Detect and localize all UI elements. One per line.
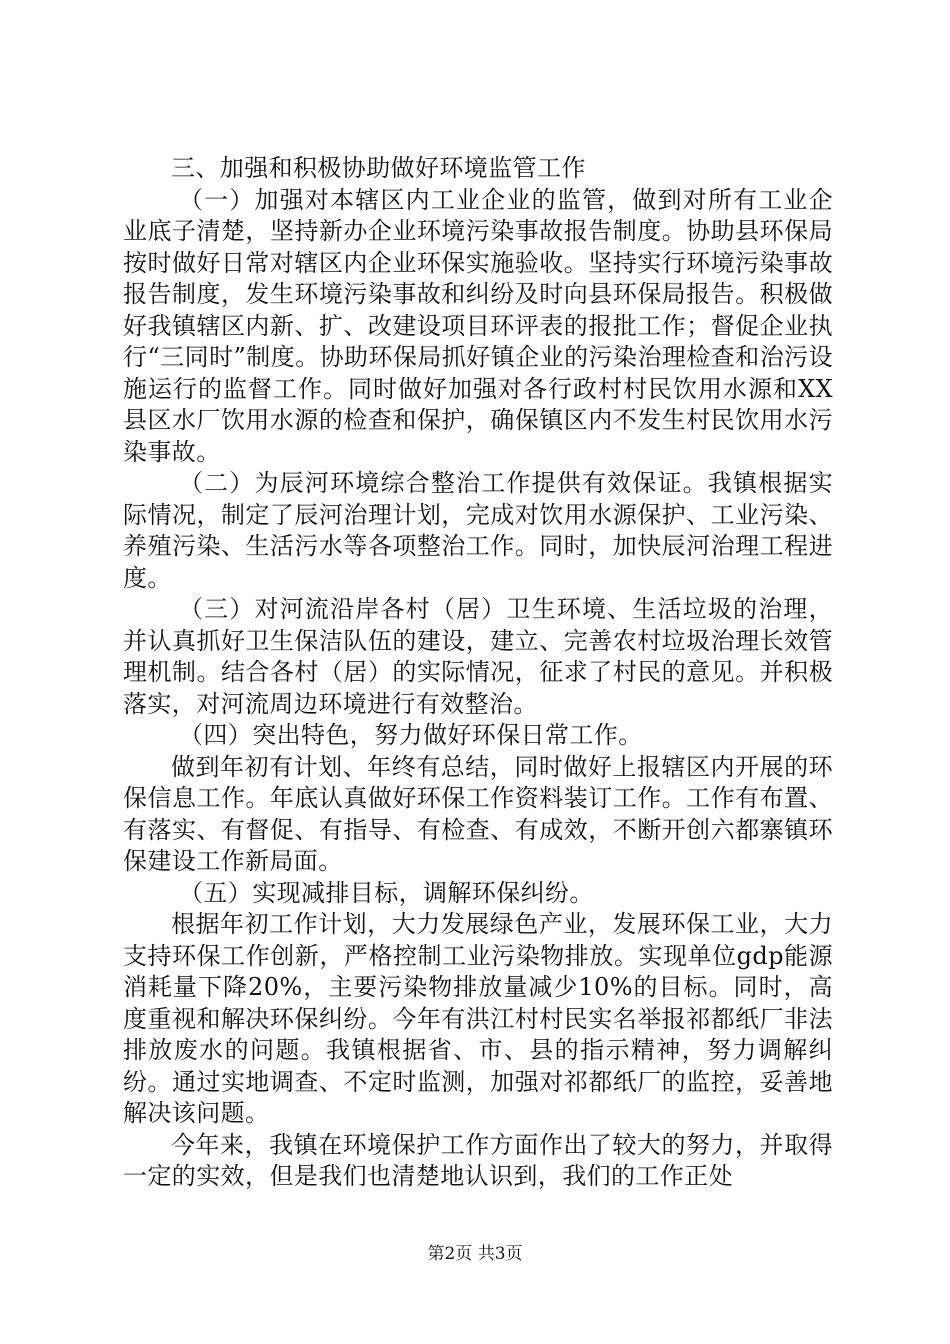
page-footer [0, 1243, 950, 1265]
paragraph-8: 今年来，我镇在环境保护工作方面作出了较大的努力，并取得一定的实效，但是我们也清楚地认识到，我们的工作正处 [123, 1130, 833, 1190]
paragraph-1: （一）加强对本辖区内工业企业的监管，做到对所有工业企业底子清楚，坚持新办企业环境污染事故报告制度。协助县环保局按时做好日常对辖区内企业环保实施验收。坚持实行环境污染事故报告制度，发生环境污染事故和纠纷及时向县环保局报告。积极做好我镇辖区内新、扩、改建设项目环评表的报批工作；督促企业执行“三同时”制度。协助环保局抓好镇企业的污染治理检查和治污设施运行的监督工作。同时做好加强对各行政村村民饮用水源和XX县区水厂饮用水源的检查和保护，确保镇区内不发生村民饮用水污染事故。 [123, 185, 833, 466]
page-number-label: 第2页 共3页 [427, 1244, 523, 1264]
paragraph-4: （四）突出特色，努力做好环保日常工作。 [179, 721, 643, 749]
paragraph-5: 做到年初有计划、年终有总结，同时做好上报辖区内开展的环保信息工作。年底认真做好环保工作资料装订工作。工作有布置、有落实、有督促、有指导、有检查、有成效，不断开创六都寨镇环保建设工作新局面。 [123, 752, 833, 875]
paragraph-6: （五）实现减排目标，调解环保纠纷。 [179, 878, 594, 907]
paragraph-7: 根据年初工作计划，大力发展绿色产业，发展环保工业，大力支持环保工作创新，严格控制工业污染物排放。实现单位gdp能源消耗量下降20%，主要污染物排放量减少10%的目标。同时，高度重视和解决环保纠纷。今年有洪江村村民实名举报祁都纸厂非法排放废水的问题。我镇根据省、市、县的指示精神，努力调解纠纷。通过实地调查、不定时监测，加强对祁都纸厂的监控，妥善地解决该问题。 [123, 910, 833, 1127]
paragraph-2: （二）为辰河环境综合整治工作提供有效保证。我镇根据实际情况，制定了辰河治理计划，完成对饮用水源保护、工业污染、养殖污染、生活污水等各项整治工作。同时，加快辰河治理工程进度。 [123, 469, 833, 592]
paragraph-3: （三）对河流沿岸各村（居）卫生环境、生活垃圾的治理，并认真抓好卫生保洁队伍的建设，建立、完善农村垃圾治理长效管理机制。结合各村（居）的实际情况，征求了村民的意见。并积极落实，对河流周边环境进行有效整治。 [123, 595, 833, 718]
document-body [123, 153, 833, 1193]
section-heading: 三、加强和积极协助做好环境监管工作 [171, 154, 586, 182]
